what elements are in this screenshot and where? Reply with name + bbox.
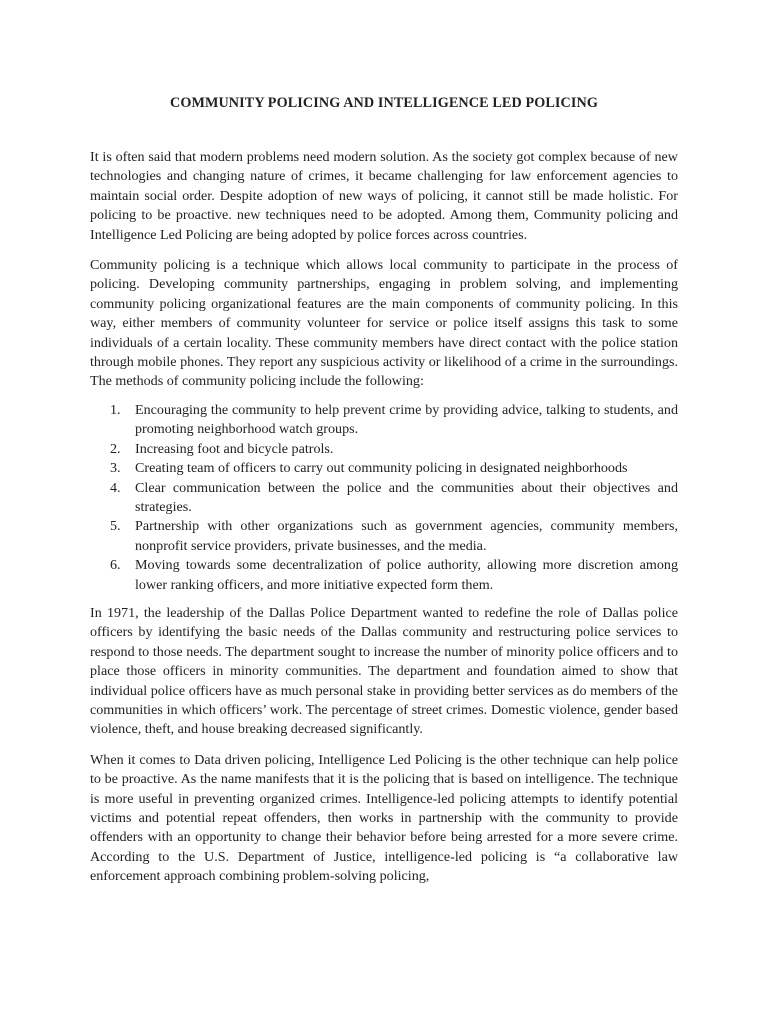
- methods-list: [90, 401, 678, 595]
- document-page: [90, 0, 678, 887]
- list-item-text: Moving towards some decentralization of police authority, allowing more discretion among lower ranking officers, and more initiative expected form them.: [135, 557, 678, 593]
- list-item: [110, 517, 678, 556]
- list-item-number: 1.: [110, 401, 121, 418]
- intro-paragraph: It is often said that modern problems need modern solution. As the society got complex because of new technologies and changing nature of crimes, it became challenging for law enforcement agencies to maintain social order. Despite adoption of new ways of policing, it cannot still be made holistic. For policing to be proactive. new techniques need to be adopted. Among them, Community policing and Intelligence Led Policing are being adopted by police forces across countries.: [90, 149, 678, 243]
- list-item: [110, 401, 678, 440]
- list-item-text: Increasing foot and bicycle patrols.: [135, 440, 334, 457]
- community-policing-paragraph: Community policing is a technique which allows local community to participate in the process of policing. Developing community partnerships, engaging in problem solving, and implementing community policing organizational features are the main components of community policing. In this way, either members of community volunteer for service or police itself assigns this task to some individuals of a certain locality. These community members have direct contact with the police station through mobile phones. They report any suspicious activity or likelihood of a crime in the surroundings. The methods of community policing include the following:: [90, 257, 678, 390]
- list-item-number: 5.: [110, 518, 121, 535]
- list-item: [110, 479, 678, 518]
- list-item-number: 4.: [110, 479, 121, 496]
- intelligence-led-paragraph: When it comes to Data driven policing, Intelligence Led Policing is the other technique can help police to be proactive. As the name manifests that it is the policing that is based on intelligence. The technique is more useful in preventing organized crimes. Intelligence-led policing attempts to identify potential victims and potential repeat offenders, then works in partnership with the community to provide offenders with an opportunity to change their behavior before being arrested for a more severe crime. According to the U.S. Department of Justice, intelligence-led policing is “a collaborative law enforcement approach combining problem-solving policing,: [90, 751, 678, 885]
- list-item-text: Partnership with other organizations such as government agencies, community members, nonprofit service providers, private businesses, and the media.: [135, 518, 678, 554]
- document-title: COMMUNITY POLICING AND INTELLIGENCE LED POLICING: [170, 95, 598, 111]
- list-item: [110, 459, 678, 478]
- list-item-text: Encouraging the community to help prevent crime by providing advice, talking to students, and promoting neighborhood watch groups.: [135, 401, 678, 438]
- list-item-number: 3.: [110, 460, 121, 477]
- list-item-text: Clear communication between the police and the communities about their objectives and strategies.: [135, 479, 678, 515]
- list-item-text: Creating team of officers to carry out community policing in designated neighborhoods: [135, 460, 628, 477]
- list-item: [110, 556, 678, 595]
- list-item-number: 6.: [110, 557, 121, 574]
- list-item: [110, 440, 678, 459]
- list-item-number: 2.: [110, 440, 121, 457]
- dallas-paragraph: In 1971, the leadership of the Dallas Police Department wanted to redefine the role of Dallas police officers by identifying the basic needs of the Dallas community and restructuring police services to respond to those needs. The department sought to increase the number of minority police officers and to place those officers in minority communities. The department and foundation aimed to show that individual police officers have as much personal stake in providing better services as do members of the communities in which officers’ work. The percentage of street crimes. Domestic violence, gender based violence, theft, and house breaking decreased significantly.: [90, 604, 678, 738]
